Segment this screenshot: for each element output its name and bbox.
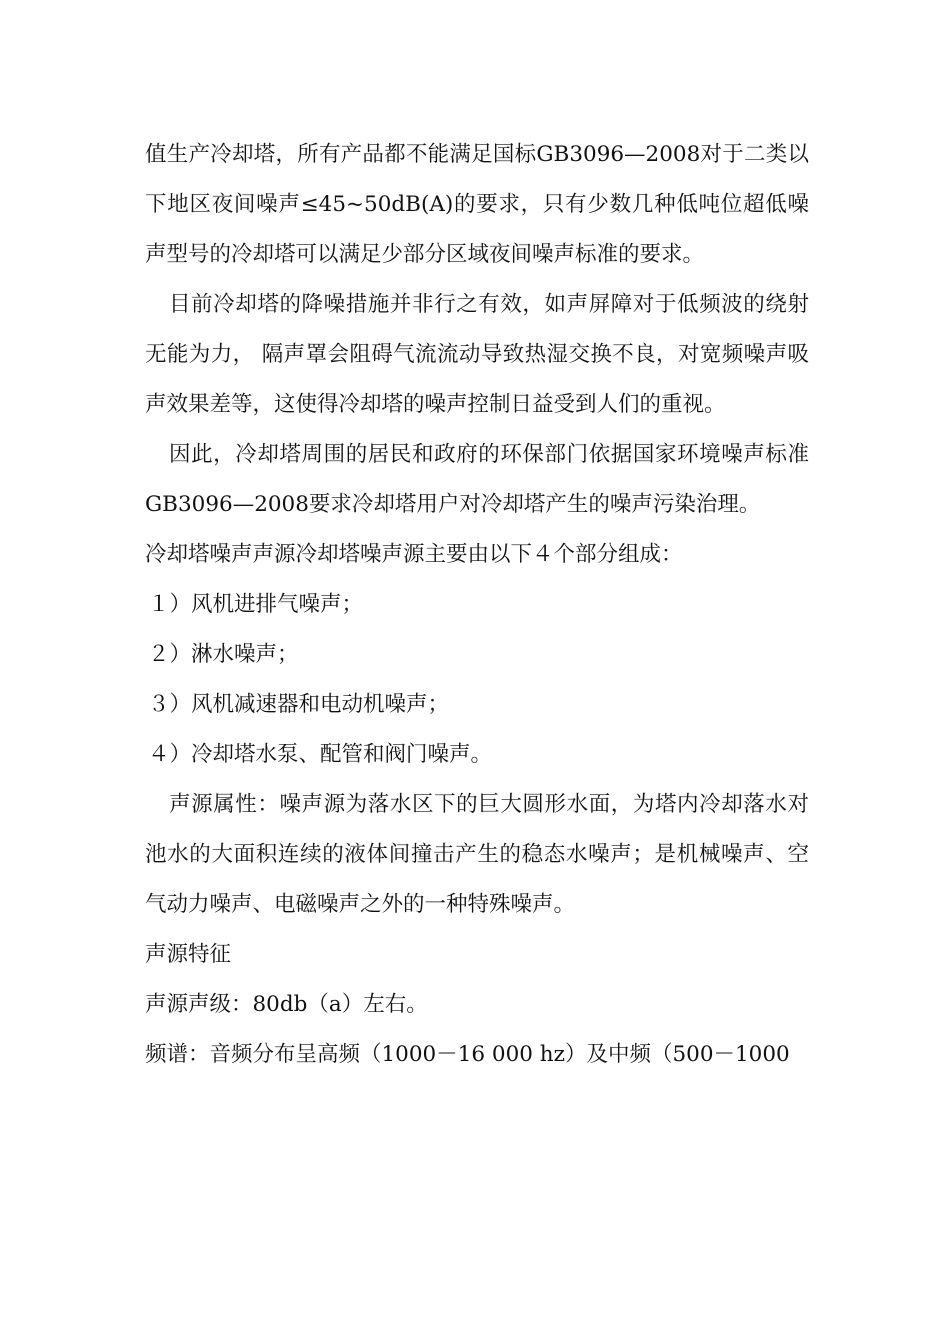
paragraph-noise-governance: 因此，冷却塔周围的居民和政府的环保部门依据国家环境噪声标准GB3096—2008要求冷却塔用户对冷却塔产生的噪声污染治理。 [145,442,809,517]
paragraph-spectrum: 频谱：音频分布呈高频（1000－16 000 hz）及中频（500－1000 [145,1042,790,1067]
list-item: １）风机进排气噪声； [148,592,364,617]
list-item: ２）淋水噪声； [148,642,299,667]
section-heading-source-features: 声源特征 [145,942,232,967]
paragraph-noise-measures: 目前冷却塔的降噪措施并非行之有效，如声屏障对于低频波的绕射无能为力， 隔声罩会阻碍气流流动导致热湿交换不良，对宽频噪声吸声效果差等，这使得冷却塔的噪声控制日益受到人们的重视。 [145,292,809,417]
paragraph-noise-sources-intro: 冷却塔噪声声源冷却塔噪声源主要由以下４个部分组成： [145,542,683,567]
paragraph-source-level: 声源声级：80db（a）左右。 [145,992,428,1017]
document-body [145,130,809,1080]
list-item: ４）冷却塔水泵、配管和阀门噪声。 [148,742,493,767]
paragraph-cooling-tower-standards: 值生产冷却塔，所有产品都不能满足国标GB3096—2008对于二类以下地区夜间噪声≤45~50dB(A)的要求，只有少数几种低吨位超低噪声型号的冷却塔可以满足少部分区域夜间噪声标准的要求。 [145,142,809,267]
paragraph-source-attributes: 声源属性：噪声源为落水区下的巨大圆形水面，为塔内冷却落水对池水的大面积连续的液体间撞击产生的稳态水噪声；是机械噪声、空气动力噪声、电磁噪声之外的一种特殊噪声。 [145,792,809,917]
list-item: ３）风机减速器和电动机噪声； [148,692,450,717]
